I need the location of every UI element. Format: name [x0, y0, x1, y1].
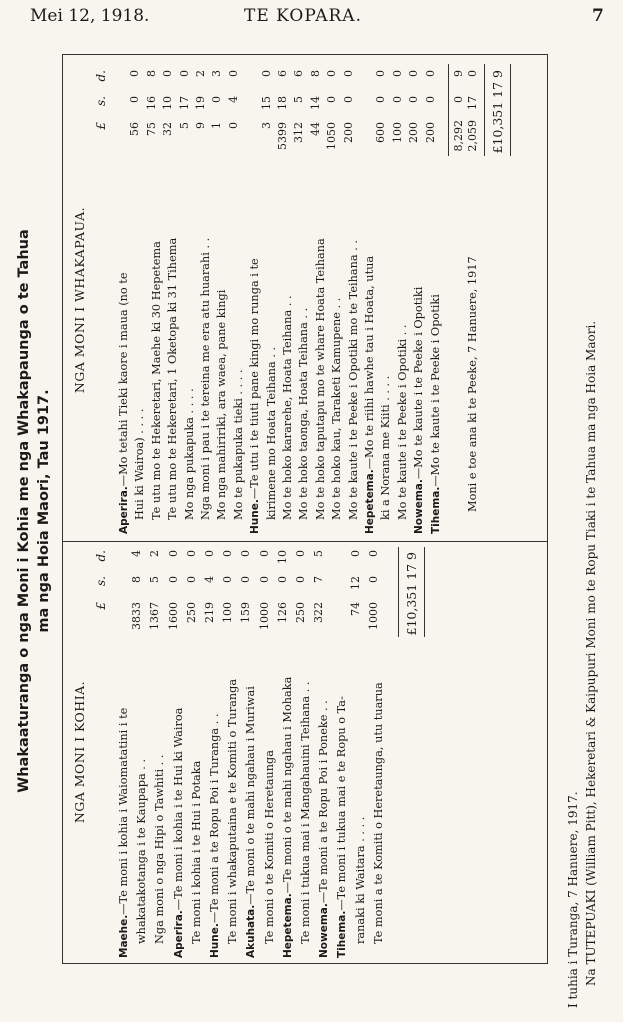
row-description: [367, 682, 386, 958]
amount-pounds: 200: [341, 122, 355, 143]
row-text: Te moni o te Komiti o Heretaunga: [262, 750, 276, 944]
amount-pence: 0: [294, 550, 307, 557]
amount-shillings: 8: [130, 576, 144, 583]
amount-shillings: 16: [144, 96, 158, 110]
amount-pence: 2: [148, 550, 162, 557]
amount-pounds: 3833: [130, 602, 144, 630]
row-text: ranaki ki Waitara . . . .: [353, 816, 367, 944]
row-description: [203, 713, 222, 958]
amount-shillings: 0: [423, 96, 437, 103]
subtotal-pounds: 8,292: [452, 120, 465, 152]
row-text: —Mo tetahi Tieki kaore i maua (no te: [117, 272, 130, 487]
amount-pence: 0: [366, 550, 380, 557]
row-description: [148, 755, 167, 958]
amount-pounds: 5: [177, 122, 191, 129]
column-divider: [62, 541, 548, 542]
amount-shillings: 0: [366, 576, 380, 583]
expenses-shillings-header: s.: [94, 96, 108, 106]
amount-shillings: 14: [308, 96, 322, 110]
amount-shillings: 10: [161, 96, 175, 110]
bank-balance-pounds: 2,059: [466, 120, 479, 152]
amount-pounds: 0: [226, 122, 240, 129]
amount-pence: 0: [128, 70, 142, 77]
amount-shillings: 0: [275, 576, 289, 583]
expenses-total: £10,351 17 9: [490, 70, 505, 154]
document-title-line1: Whakaaturanga o nga Moni i Kohia me nga Whakapaunga o te Tahua: [16, 229, 32, 793]
month-label: Aperira.: [172, 910, 185, 958]
row-text: Te moni i tukua mai i Mangahauini Teihana . .: [299, 681, 312, 944]
amount-shillings: 0: [374, 96, 388, 103]
amount-pence: 10: [275, 550, 289, 564]
row-text: —Te moni a te Ropu Poi i Poneke . .: [317, 700, 331, 904]
row-text: Mo te hoko taonga, Hoata Teihana . .: [297, 307, 311, 520]
row-text: —Te moni i kohia i te Hui ki Wairoa: [171, 707, 185, 911]
amount-pounds: 1050: [325, 122, 339, 150]
amount-shillings: 17: [177, 96, 191, 110]
row-text: —Mo te kaute i te Peeke i Opotiki: [428, 294, 442, 487]
bank-balance-shillings: 17: [466, 96, 479, 110]
row-text: Mo te hoko kararehe, Hoata Teihana . .: [281, 295, 294, 520]
amount-shillings: 18: [276, 96, 289, 110]
row-text: —Te utu i te tiuti pane kingi mo runga i te: [248, 258, 262, 500]
amount-pounds: 100: [221, 602, 235, 623]
amount-pence: 0: [325, 70, 339, 77]
amount-shillings: 15: [259, 96, 273, 110]
month-label: Hune.: [249, 499, 262, 534]
amount-pounds: 250: [184, 602, 198, 623]
amount-shillings: 4: [226, 96, 240, 103]
amount-pounds: 1000: [257, 602, 271, 630]
month-label: Tihema.: [429, 486, 442, 534]
amount-pounds: 219: [203, 602, 216, 623]
amount-shillings: 5: [148, 576, 162, 583]
row-description: [294, 681, 313, 958]
income-pence-header: d.: [94, 550, 108, 562]
amount-pounds: 159: [239, 602, 253, 623]
amount-pence: 0: [221, 550, 235, 557]
row-text: —Te moni i kohia i Waiomatatini i te: [117, 707, 130, 915]
bank-balance-pence: 0: [466, 70, 479, 77]
row-description: [112, 708, 131, 958]
issue-date: Mei 12, 1918.: [30, 6, 150, 26]
amount-pence: 8: [308, 70, 322, 77]
row-description: [130, 759, 149, 958]
row-text: Mo nga pukapuka . . . .: [182, 388, 196, 520]
amount-pence: 0: [341, 70, 355, 77]
income-total-rule: [398, 547, 399, 637]
amount-pounds: 75: [144, 122, 158, 136]
row-description: [276, 677, 295, 958]
subtotal-pence: 9: [452, 70, 465, 77]
row-text: ki a Norana me Kiiti . . . .: [379, 375, 393, 520]
amount-pence: 6: [292, 70, 306, 77]
amount-pounds: 32: [161, 122, 175, 136]
amount-pence: 4: [130, 550, 144, 557]
income-total-rule-bottom: [424, 547, 425, 637]
amount-pence: 5: [312, 550, 326, 557]
row-description: [239, 686, 258, 958]
amount-pence: 0: [226, 70, 240, 77]
expenses-total-rule-bottom: [510, 64, 511, 156]
amount-shillings: 0: [166, 576, 180, 583]
row-description: [185, 761, 204, 958]
row-description: [221, 679, 240, 958]
row-text: —Te moni o te mahi ngahau i Mohaka: [280, 676, 294, 894]
row-text: Mo te hoko taputapu mo te whare Hoata Teihana: [313, 238, 327, 520]
row-text: Te moni i kohia i te Hui i Potaka: [189, 760, 203, 944]
row-text: —Te moni o te mahi ngahau i Muriwai: [244, 686, 258, 905]
row-text: Hui ki Wairoa) . . . .: [133, 408, 147, 520]
income-total: £10,351 17 9: [404, 552, 419, 636]
amount-pence: 0: [374, 70, 388, 77]
amount-pence: 0: [390, 70, 404, 77]
bank-balance-label: Moni e toe ana ki te Peeke, 7 Hanuere, 1917: [466, 256, 479, 512]
amount-pence: 0: [203, 550, 216, 557]
row-text: Mo te pukapuka tieki . . . .: [231, 369, 245, 520]
row-text: Mo te kaute i te Peeke i Opotiki mo te Teihana . .: [346, 239, 360, 520]
amount-shillings: 0: [407, 96, 421, 103]
document-title-line2: ma nga Hoia Maori, Tau 1917.: [36, 389, 52, 633]
month-label: Tihema.: [336, 910, 349, 958]
row-text: Mo te hoko kau, Taraketi Kamupene . .: [330, 297, 344, 520]
row-text: Te moni i whakaputaina e te Komiti o Turanga: [226, 678, 240, 944]
amount-shillings: 0: [210, 96, 224, 103]
amount-pounds: 44: [308, 122, 322, 136]
amount-pence: 8: [144, 70, 158, 77]
amount-shillings: 0: [184, 576, 198, 583]
amount-pence: 0: [161, 70, 175, 77]
row-text: whakatakotanga i te Kaupapa . .: [135, 758, 149, 944]
footer-signature: Na TUTEPUAKI (William Pitt), Hekeretari & Kaipupuri Moni mo te Ropu Tiaki i te Tahua ma nga Hoia Maori.: [584, 320, 598, 986]
expenses-pounds-header: £: [94, 122, 108, 130]
amount-pence: 0: [166, 550, 180, 557]
amount-pounds: 5399: [276, 122, 289, 150]
amount-shillings: 0: [325, 96, 339, 103]
row-text: —Mo te kaute i te Peeke i Opotiki: [412, 286, 426, 480]
amount-pence: 0: [239, 550, 253, 557]
footer-place-date: I tuhia i Turanga, 7 Hanuere, 1917.: [566, 791, 580, 1008]
amount-pounds: 312: [292, 122, 306, 143]
row-text: Mo nga mahiririki, ara waea, pane kingi: [215, 289, 229, 520]
month-label: Maehe.: [118, 914, 130, 958]
row-text: —Mo te riihi hawhe tau i Hoata, utua: [363, 255, 376, 470]
amount-shillings: 0: [128, 96, 142, 103]
row-description: [349, 817, 368, 958]
amount-pence: 0: [177, 70, 191, 77]
income-shillings-header: s.: [94, 576, 108, 586]
amount-shillings: 19: [194, 96, 207, 110]
month-label: Nowema.: [413, 479, 426, 534]
amount-pounds: 322: [312, 602, 326, 623]
amount-pounds: 126: [275, 602, 289, 623]
amount-pence: 6: [276, 70, 289, 77]
month-label: Hepetema.: [281, 893, 294, 958]
amount-shillings: 4: [203, 576, 216, 583]
expenses-total-rule: [484, 64, 485, 156]
amount-shillings: 12: [348, 576, 362, 590]
month-label: Hepetema.: [364, 469, 376, 534]
expenses-pence-header: d.: [94, 70, 108, 82]
amount-pounds: 74: [348, 602, 362, 616]
amount-pence: 0: [407, 70, 421, 77]
subtotal-shillings: 0: [452, 96, 465, 103]
amount-shillings: 0: [294, 576, 307, 583]
newspaper-title: TE KOPARA.: [244, 6, 362, 26]
row-description: [424, 294, 443, 534]
amount-shillings: 0: [221, 576, 235, 583]
amount-pounds: 1000: [366, 602, 380, 630]
amount-pounds: 200: [407, 122, 421, 143]
month-label: Hune.: [209, 923, 221, 958]
amount-pounds: 1367: [148, 602, 162, 630]
income-pounds-header: £: [94, 602, 108, 610]
row-text: Nga moni i pau i te tereina me era atu huarahi . .: [199, 237, 212, 520]
page-number: 7: [592, 6, 604, 26]
amount-pence: 0: [184, 550, 198, 557]
amount-pounds: 100: [390, 122, 404, 143]
amount-pounds: 3: [259, 122, 273, 129]
amount-shillings: 0: [257, 576, 271, 583]
row-text: Te moni a te Komiti o Heretaunga, utu tuarua: [371, 682, 385, 944]
amount-shillings: 0: [390, 96, 404, 103]
month-label: Aperira.: [118, 486, 130, 534]
row-description: [330, 696, 349, 958]
row-text: Nga moni o nga Hipi o Tawhiti . .: [153, 754, 167, 944]
amount-pence: 0: [348, 550, 362, 557]
amount-pence: 0: [423, 70, 437, 77]
row-text: —Te moni a te Ropu Poi i Turanga . .: [208, 713, 221, 924]
row-text: Te utu mo te Hekeretari, Maehe ki 30 Hepetema: [149, 241, 163, 520]
amount-pounds: 600: [374, 122, 388, 143]
amount-pounds: 1: [210, 122, 224, 129]
amount-pounds: 1600: [166, 602, 180, 630]
amount-pounds: 56: [128, 122, 142, 136]
amount-pence: 3: [210, 70, 224, 77]
income-heading: NGA MONI I KOHIA.: [72, 680, 87, 824]
amount-shillings: 5: [292, 96, 306, 103]
amount-pence: 0: [259, 70, 273, 77]
amount-pounds: 200: [423, 122, 437, 143]
subtotal-rule: [448, 64, 449, 156]
row-text: kirimene mo Hoata Teihana . .: [264, 346, 278, 520]
month-label: Nowema.: [318, 903, 331, 958]
amount-pence: 0: [257, 550, 271, 557]
expenses-heading: NGA MONI I WHAKAPAUA.: [72, 206, 87, 394]
row-description: [312, 700, 331, 958]
row-text: Te utu mo te Hekeretari, 1 Oketopa ki 31 Tihema: [166, 237, 180, 520]
row-text: Mo te kaute i te Peeke i Opotiki . .: [395, 324, 409, 520]
amount-shillings: 0: [239, 576, 253, 583]
amount-pounds: 9: [194, 122, 207, 129]
row-text: —Te moni i tukua mai e te Ropu o Ta-: [335, 696, 349, 911]
amount-pence: 2: [194, 70, 207, 77]
amount-shillings: 0: [341, 96, 355, 103]
amount-shillings: 7: [312, 576, 326, 583]
row-description: [167, 708, 186, 958]
row-description: [258, 750, 277, 958]
amount-pounds: 250: [294, 602, 307, 623]
month-label: Akuhata.: [245, 904, 258, 958]
